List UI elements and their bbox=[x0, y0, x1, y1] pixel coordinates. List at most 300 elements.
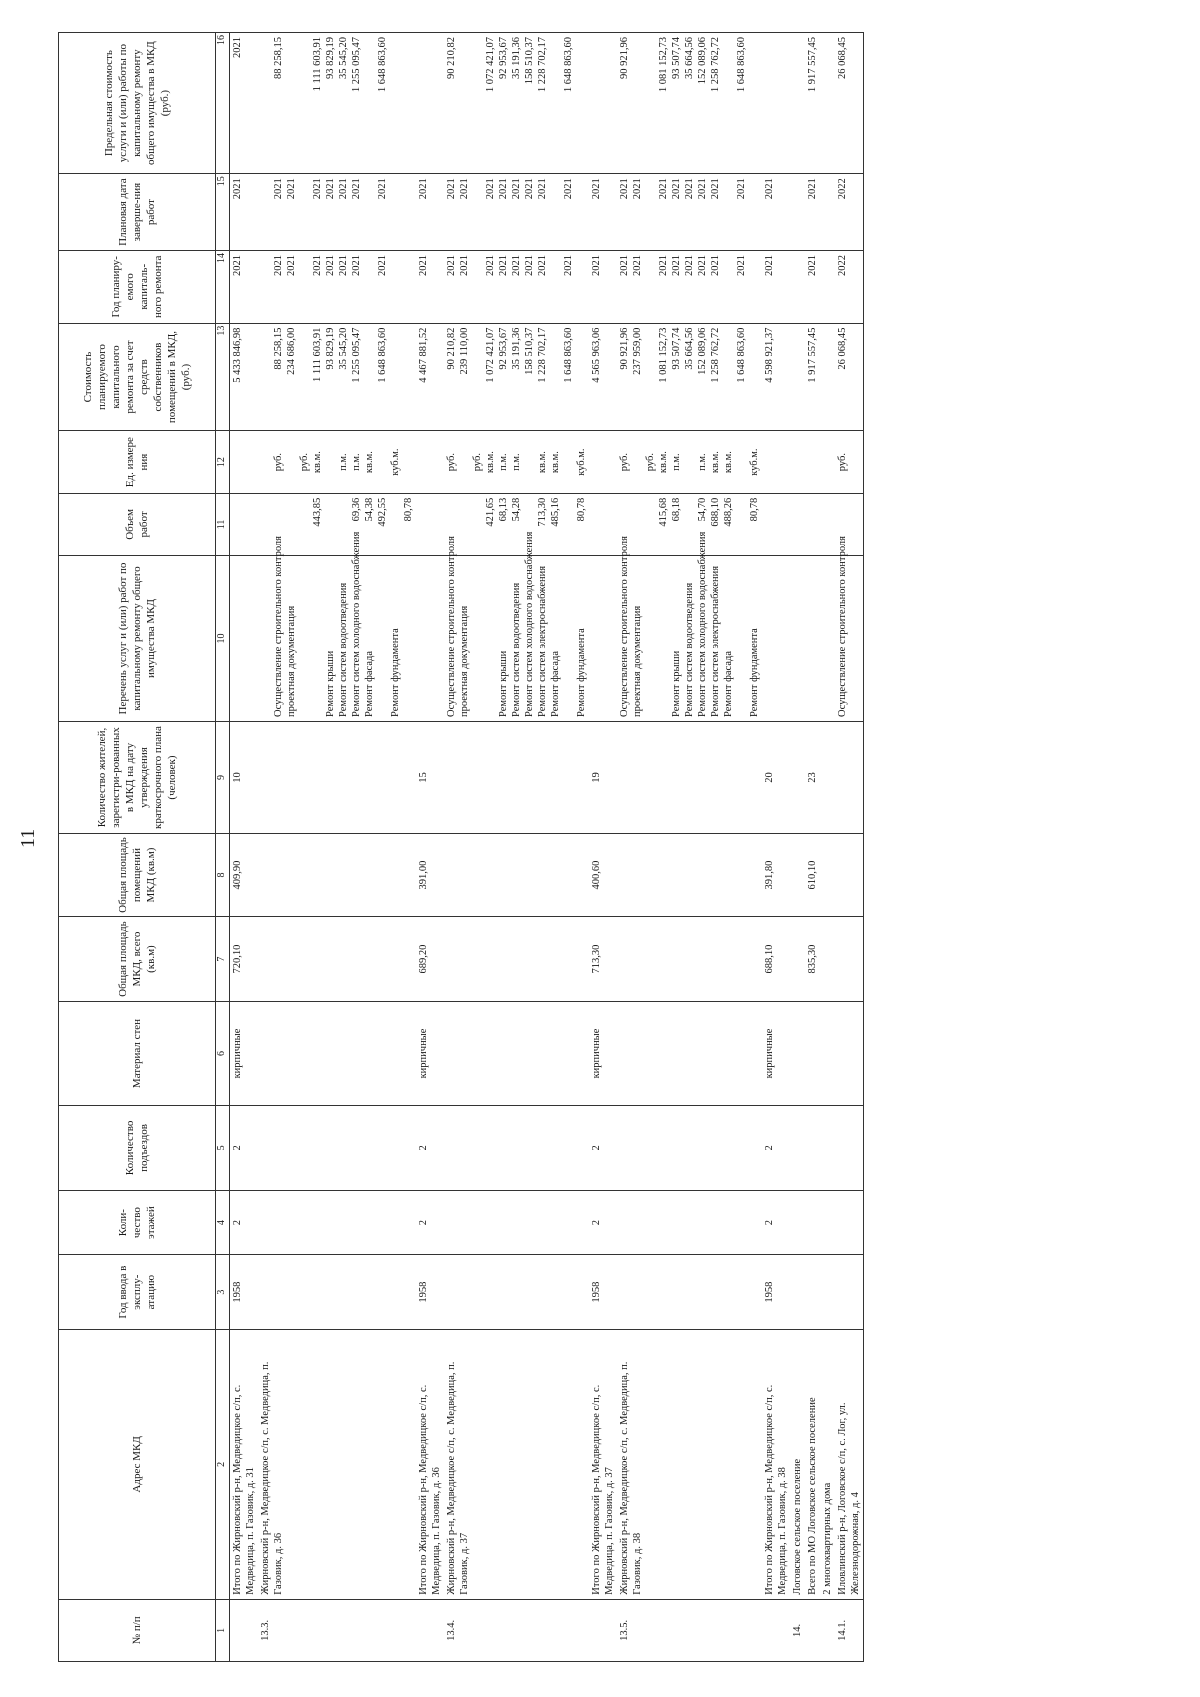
unit-cell bbox=[589, 431, 617, 493]
plan-year-item: 2021 bbox=[511, 254, 522, 276]
floors-cell bbox=[805, 1190, 820, 1254]
unit-item bbox=[523, 436, 536, 489]
header-cell: Материал стен bbox=[59, 1002, 216, 1106]
rooms-area-cell bbox=[258, 834, 416, 917]
end-date-item: 2021 bbox=[511, 178, 522, 200]
limit-cost-item bbox=[644, 37, 657, 169]
end-date-item: 2021 bbox=[325, 178, 336, 200]
limit-cost-item: 1 255 095,47 bbox=[351, 37, 362, 93]
volume-item bbox=[683, 498, 696, 551]
volume-cell bbox=[416, 493, 444, 555]
total-area-cell bbox=[444, 917, 589, 1002]
unit-item bbox=[735, 436, 748, 489]
end-date-item: 2021 bbox=[524, 178, 535, 200]
limit-cost-item bbox=[298, 37, 311, 169]
wall-material-cell: кирпичные bbox=[416, 1002, 444, 1106]
volume-item: 69,36 bbox=[351, 497, 362, 522]
row-number bbox=[820, 1599, 835, 1661]
unit-cell bbox=[762, 431, 790, 493]
commission-year-cell: 1958 bbox=[230, 1255, 259, 1330]
table-row-total bbox=[230, 33, 259, 1662]
unit-cell bbox=[805, 431, 820, 493]
volume-cell bbox=[617, 493, 762, 555]
cost-cell: 4 598 921,37 bbox=[762, 323, 790, 431]
works-list-cell bbox=[805, 556, 820, 722]
unit-item: п.м. bbox=[697, 453, 708, 471]
volume-item bbox=[324, 498, 337, 551]
end-date-item: 2021 bbox=[459, 178, 470, 200]
unit-cell bbox=[820, 431, 835, 493]
floors-cell bbox=[790, 1190, 805, 1254]
volume-cell bbox=[820, 493, 835, 555]
plan-year-item: 2021 bbox=[377, 254, 388, 276]
cost-cell: 5 433 846,98 bbox=[230, 323, 259, 431]
rooms-area-cell bbox=[444, 834, 589, 917]
residents-cell bbox=[835, 722, 864, 834]
work-item: Ремонт систем холодного водоснабжения bbox=[697, 531, 708, 717]
unit-item: руб. bbox=[446, 453, 457, 472]
volume-item: 80,78 bbox=[576, 497, 587, 522]
end-date-item: 2021 bbox=[658, 178, 669, 200]
end-date-item bbox=[471, 178, 484, 246]
unit-cell bbox=[835, 431, 864, 493]
table-body bbox=[230, 33, 864, 1662]
volume-item: 485,16 bbox=[550, 497, 561, 527]
plan-year-item: 2021 bbox=[338, 254, 349, 276]
row-number: 14. bbox=[790, 1599, 805, 1661]
end-date-item: 2021 bbox=[632, 178, 643, 200]
work-item bbox=[311, 560, 324, 717]
column-number: 14 bbox=[216, 250, 230, 323]
header-cell: Стоимость планируемого капитального ремонта за счет средств собственников помещений в МКД, (руб.) bbox=[59, 323, 216, 431]
entrances-cell bbox=[258, 1105, 416, 1190]
cost-item: 234 686,00 bbox=[286, 327, 297, 375]
unit-item: п.м. bbox=[498, 453, 509, 471]
limit-cost-cell bbox=[835, 33, 864, 174]
plan-year-item: 2021 bbox=[619, 254, 630, 276]
table-row-building bbox=[835, 33, 864, 1662]
unit-item: куб.м. bbox=[390, 448, 401, 476]
limit-cost-item: 90 210,82 bbox=[446, 37, 457, 79]
work-item: Ремонт систем водоотведения bbox=[511, 582, 522, 717]
commission-year-cell: 1958 bbox=[416, 1255, 444, 1330]
wall-material-cell bbox=[444, 1002, 589, 1106]
unit-item: кв.м. bbox=[537, 451, 548, 474]
end-date-cell: 2021 bbox=[589, 174, 617, 251]
capital-repair-plan-sheet bbox=[58, 32, 1188, 1662]
unit-item: кв.м. bbox=[550, 451, 561, 474]
header-cell: Ед. измере ния bbox=[59, 431, 216, 493]
work-item: Ремонт систем водоотведения bbox=[684, 582, 695, 717]
unit-item bbox=[683, 436, 696, 489]
limit-cost-cell bbox=[762, 33, 790, 174]
volume-cell bbox=[805, 493, 820, 555]
unit-item: руб. bbox=[273, 453, 284, 472]
unit-item: руб. bbox=[645, 453, 656, 472]
plan-year-cell: 2021 bbox=[589, 250, 617, 323]
limit-cost-item: 92 953,67 bbox=[498, 37, 509, 79]
plan-year-item: 2021 bbox=[312, 254, 323, 276]
entrances-cell bbox=[790, 1105, 805, 1190]
plan-year-item: 2021 bbox=[325, 254, 336, 276]
end-date-item: 2021 bbox=[671, 178, 682, 200]
column-number: 4 bbox=[216, 1190, 230, 1254]
table-row-total bbox=[416, 33, 444, 1662]
work-item: Ремонт фасада bbox=[550, 650, 561, 717]
limit-cost-item bbox=[285, 37, 298, 169]
end-date-item: 2021 bbox=[351, 178, 362, 200]
page-number: 11 bbox=[17, 828, 39, 848]
residents-cell bbox=[444, 722, 589, 834]
work-item: Ремонт крыши bbox=[325, 650, 336, 717]
address-cell: 2 многоквартирных дома bbox=[820, 1329, 835, 1599]
volume-item: 443,85 bbox=[312, 497, 323, 527]
limit-cost-item bbox=[549, 37, 562, 169]
work-item: Ремонт систем холодного водоснабжения bbox=[524, 531, 535, 717]
end-date-item: 2021 bbox=[736, 178, 747, 200]
unit-item: п.м. bbox=[511, 453, 522, 471]
end-date-cell bbox=[444, 174, 589, 251]
limit-cost-item bbox=[259, 37, 272, 169]
residents-cell: 20 bbox=[762, 722, 790, 834]
volume-item bbox=[471, 498, 484, 551]
limit-cost-item: 90 921,96 bbox=[619, 37, 630, 79]
cost-item: 237 959,00 bbox=[632, 327, 643, 375]
entrances-cell: 2 bbox=[230, 1105, 259, 1190]
cost-item: 35 545,20 bbox=[338, 327, 349, 370]
cost-item: 92 953,67 bbox=[498, 327, 509, 370]
work-item: проектная документация bbox=[459, 605, 470, 717]
cost-item: 1 081 152,73 bbox=[658, 327, 669, 383]
unit-item: куб.м. bbox=[749, 448, 760, 476]
commission-year-cell bbox=[617, 1255, 762, 1330]
unit-cell bbox=[444, 431, 589, 493]
column-number: 9 bbox=[216, 722, 230, 834]
entrances-cell bbox=[820, 1105, 835, 1190]
cost-item: 26 068,45 bbox=[837, 327, 848, 370]
volume-item: 713,30 bbox=[537, 497, 548, 527]
cost-item: 90 210,82 bbox=[446, 327, 457, 370]
residents-cell: 10 bbox=[230, 722, 259, 834]
cost-cell: 1 917 557,45 bbox=[805, 323, 820, 431]
volume-item bbox=[389, 498, 402, 551]
volume-item: 80,78 bbox=[749, 497, 760, 522]
unit-item: п.м. bbox=[671, 453, 682, 471]
volume-item: 488,26 bbox=[723, 497, 734, 527]
row-number bbox=[230, 1599, 259, 1661]
end-date-cell: 2021 bbox=[762, 174, 790, 251]
rooms-area-cell bbox=[835, 834, 864, 917]
limit-cost-cell bbox=[589, 33, 617, 174]
end-date-item: 2021 bbox=[684, 178, 695, 200]
column-number: 11 bbox=[216, 493, 230, 555]
commission-year-cell bbox=[835, 1255, 864, 1330]
limit-cost-item bbox=[631, 37, 644, 169]
commission-year-cell bbox=[805, 1255, 820, 1330]
work-item: Ремонт фундамента bbox=[576, 628, 587, 717]
commission-year-cell bbox=[790, 1255, 805, 1330]
cost-item: 35 191,36 bbox=[511, 327, 522, 370]
total-area-cell bbox=[790, 917, 805, 1002]
limit-cost-item: 35 545,20 bbox=[338, 37, 349, 79]
unit-item bbox=[458, 436, 471, 489]
end-date-item: 2021 bbox=[377, 178, 388, 200]
cost-item: 1 648 863,60 bbox=[563, 327, 574, 383]
header-cell: Коли-чество этажей bbox=[59, 1190, 216, 1254]
cost-item bbox=[259, 328, 272, 427]
address-cell: Иловлинский р-н, Логовское с/п, с. Лог, ул. Железнодорожная, д. 4 bbox=[835, 1329, 864, 1599]
end-date-cell bbox=[617, 174, 762, 251]
end-date-item: 2021 bbox=[286, 178, 297, 200]
limit-cost-cell bbox=[617, 33, 762, 174]
work-item: Ремонт систем водоотведения bbox=[338, 582, 349, 717]
rooms-area-cell: 400,60 bbox=[589, 834, 617, 917]
limit-cost-item: 88 258,15 bbox=[273, 37, 284, 79]
repair-plan-table bbox=[58, 32, 864, 1662]
unit-item: кв.м. bbox=[723, 451, 734, 474]
work-item: Ремонт фундамента bbox=[749, 628, 760, 717]
limit-cost-item: 93 507,74 bbox=[671, 37, 682, 79]
plan-year-item: 2021 bbox=[671, 254, 682, 276]
row-number: 14.1. bbox=[835, 1599, 864, 1661]
cost-cell bbox=[444, 323, 589, 431]
end-date-cell: 2021 bbox=[805, 174, 820, 251]
plan-year-cell bbox=[790, 250, 805, 323]
plan-year-item bbox=[644, 255, 657, 319]
column-number: 12 bbox=[216, 431, 230, 493]
cost-cell bbox=[617, 323, 762, 431]
unit-item bbox=[631, 436, 644, 489]
end-date-item: 2021 bbox=[273, 178, 284, 200]
plan-year-item bbox=[298, 255, 311, 319]
end-date-item: 2021 bbox=[338, 178, 349, 200]
residents-cell bbox=[258, 722, 416, 834]
header-cell: Предельная стоимость услуги и (или) работы по капитальному ремонту общего имущества в МКД (руб.) bbox=[59, 33, 216, 174]
unit-item: руб. bbox=[837, 453, 848, 472]
column-number: 6 bbox=[216, 1002, 230, 1106]
volume-item bbox=[337, 498, 350, 551]
table-row-building bbox=[790, 33, 805, 1662]
volume-item: 68,18 bbox=[671, 497, 682, 522]
unit-item bbox=[324, 436, 337, 489]
end-date-cell bbox=[258, 174, 416, 251]
residents-cell: 23 bbox=[805, 722, 820, 834]
limit-cost-item: 152 089,06 bbox=[697, 37, 708, 85]
volume-item: 688,10 bbox=[710, 497, 721, 527]
works-list-cell bbox=[444, 531, 589, 722]
volume-item bbox=[458, 498, 471, 551]
plan-year-item bbox=[471, 255, 484, 319]
limit-cost-item: 158 510,37 bbox=[524, 37, 535, 85]
unit-item bbox=[259, 436, 272, 489]
plan-year-cell bbox=[258, 250, 416, 323]
plan-year-item: 2021 bbox=[632, 254, 643, 276]
end-date-item bbox=[298, 178, 311, 246]
work-item: Ремонт фундамента bbox=[390, 628, 401, 717]
cost-item bbox=[722, 328, 735, 427]
address-cell: Всего по МО Логовское сельское поселение bbox=[805, 1329, 820, 1599]
limit-cost-item: 1 111 603,91 bbox=[312, 37, 323, 92]
limit-cost-item: 1 648 863,60 bbox=[736, 37, 747, 93]
entrances-cell: 2 bbox=[416, 1105, 444, 1190]
floors-cell: 2 bbox=[762, 1190, 790, 1254]
limit-cost-item: 93 829,19 bbox=[325, 37, 336, 79]
works-list-cell bbox=[835, 535, 864, 722]
cost-item: 1 255 095,47 bbox=[351, 327, 362, 383]
plan-year-item: 2022 bbox=[837, 254, 848, 276]
plan-year-item: 2021 bbox=[459, 254, 470, 276]
volume-item: 415,68 bbox=[658, 497, 669, 527]
header-cell: Год планиру-емого капиталь-ного ремонта bbox=[59, 250, 216, 323]
end-date-item: 2021 bbox=[485, 178, 496, 200]
column-number: 5 bbox=[216, 1105, 230, 1190]
cost-item: 158 510,37 bbox=[524, 327, 535, 375]
address-cell: Итого по Жирновский р-н, Медведицкое с/п, с. Медведица, п. Газовик, д. 36 bbox=[416, 1329, 444, 1599]
header-cell: Адрес МКД bbox=[59, 1329, 216, 1599]
address-cell: Жирновский р-н, Медведицкое с/п, с. Медведица, п. Газовик, д. 37 bbox=[444, 1329, 589, 1599]
commission-year-cell: 1958 bbox=[589, 1255, 617, 1330]
volume-cell bbox=[444, 493, 589, 555]
plan-year-item: 2021 bbox=[485, 254, 496, 276]
plan-year-item: 2021 bbox=[537, 254, 548, 276]
cost-item: 90 921,96 bbox=[619, 327, 630, 370]
unit-cell bbox=[230, 431, 259, 493]
volume-item: 68,13 bbox=[498, 497, 509, 522]
cost-item: 1 648 863,60 bbox=[736, 327, 747, 383]
header-cell: Перечень услуг и (или) работ по капитальному ремонту общего имущества МКД bbox=[59, 556, 216, 722]
table-row-total bbox=[820, 33, 835, 1662]
works-list-cell bbox=[820, 556, 835, 722]
column-number: 8 bbox=[216, 834, 230, 917]
entrances-cell: 2 bbox=[762, 1105, 790, 1190]
cost-cell bbox=[258, 323, 416, 431]
cost-item bbox=[298, 328, 311, 427]
unit-item bbox=[376, 436, 389, 489]
total-area-cell bbox=[820, 917, 835, 1002]
end-date-cell: 2021 bbox=[416, 174, 444, 251]
volume-item bbox=[285, 498, 298, 551]
volume-item bbox=[735, 498, 748, 551]
limit-cost-item: 1 258 762,72 bbox=[710, 37, 721, 93]
column-number-row bbox=[216, 33, 230, 1662]
plan-year-item: 2021 bbox=[684, 254, 695, 276]
table-row-total bbox=[762, 33, 790, 1662]
plan-year-item: 2021 bbox=[351, 254, 362, 276]
commission-year-cell: 1958 bbox=[762, 1255, 790, 1330]
limit-cost-cell: 2021 bbox=[230, 33, 259, 174]
unit-item: кв.м. bbox=[364, 451, 375, 474]
works-list-cell bbox=[762, 556, 790, 722]
plan-year-item: 2021 bbox=[273, 254, 284, 276]
cost-item: 1 228 702,17 bbox=[537, 327, 548, 383]
limit-cost-item: 1 648 863,60 bbox=[563, 37, 574, 93]
row-number bbox=[805, 1599, 820, 1661]
volume-item: 54,28 bbox=[511, 497, 522, 522]
row-number bbox=[416, 1599, 444, 1661]
limit-cost-cell bbox=[416, 33, 444, 174]
floors-cell bbox=[444, 1190, 589, 1254]
work-item bbox=[657, 560, 670, 717]
work-item bbox=[562, 560, 575, 717]
end-date-item: 2021 bbox=[563, 178, 574, 200]
plan-year-item bbox=[722, 255, 735, 319]
end-date-item bbox=[363, 178, 376, 246]
entrances-cell: 2 bbox=[589, 1105, 617, 1190]
end-date-cell: 2021 bbox=[230, 174, 259, 251]
column-number: 3 bbox=[216, 1255, 230, 1330]
end-date-item bbox=[549, 178, 562, 246]
column-number: 16 bbox=[216, 33, 230, 174]
volume-item: 54,38 bbox=[364, 497, 375, 522]
end-date-item bbox=[722, 178, 735, 246]
work-item: Ремонт систем электроснабжения bbox=[710, 565, 721, 717]
work-item bbox=[471, 560, 484, 717]
entrances-cell bbox=[617, 1105, 762, 1190]
volume-cell bbox=[790, 493, 805, 555]
plan-year-item: 2021 bbox=[563, 254, 574, 276]
plan-year-item: 2021 bbox=[697, 254, 708, 276]
limit-cost-item: 1 072 421,07 bbox=[485, 37, 496, 93]
volume-item bbox=[562, 498, 575, 551]
residents-cell bbox=[617, 722, 762, 834]
work-item: Ремонт систем холодного водоснабжения bbox=[351, 531, 362, 717]
residents-cell: 19 bbox=[589, 722, 617, 834]
address-cell: Итого по Жирновский р-н, Медведицкое с/п, с. Медведица, п. Газовик, д. 31 bbox=[230, 1329, 259, 1599]
address-cell: Жирновский р-н, Медведицкое с/п, с. Медведица, п. Газовик, д. 38 bbox=[617, 1329, 762, 1599]
commission-year-cell bbox=[258, 1255, 416, 1330]
cost-cell: 4 467 881,52 bbox=[416, 323, 444, 431]
rooms-area-cell: 391,80 bbox=[762, 834, 790, 917]
header-cell: Количество жителей, зарегистри-рованных в МКД на дату утверждения краткосрочного плана (человек) bbox=[59, 722, 216, 834]
column-number: 1 bbox=[216, 1599, 230, 1661]
limit-cost-item: 26 068,45 bbox=[837, 37, 848, 79]
total-area-cell bbox=[617, 917, 762, 1002]
limit-cost-item bbox=[363, 37, 376, 169]
limit-cost-item: 1 648 863,60 bbox=[377, 37, 388, 93]
wall-material-cell bbox=[820, 1002, 835, 1106]
unit-item: п.м. bbox=[351, 453, 362, 471]
end-date-item: 2021 bbox=[537, 178, 548, 200]
wall-material-cell: кирпичные bbox=[589, 1002, 617, 1106]
unit-cell bbox=[416, 431, 444, 493]
cost-item: 152 089,06 bbox=[697, 327, 708, 375]
limit-cost-item: 35 191,36 bbox=[511, 37, 522, 79]
header-cell: Год ввода в эксплу-атацию bbox=[59, 1255, 216, 1330]
work-item: Ремонт фасада bbox=[364, 650, 375, 717]
limit-cost-item: 1 228 702,17 bbox=[537, 37, 548, 93]
wall-material-cell bbox=[790, 1002, 805, 1106]
floors-cell bbox=[617, 1190, 762, 1254]
entrances-cell bbox=[444, 1105, 589, 1190]
commission-year-cell bbox=[444, 1255, 589, 1330]
limit-cost-cell bbox=[790, 33, 805, 174]
end-date-cell bbox=[790, 174, 805, 251]
plan-year-cell bbox=[617, 250, 762, 323]
end-date-item bbox=[259, 178, 272, 246]
table-row-building bbox=[258, 33, 416, 1662]
total-area-cell: 835,30 bbox=[805, 917, 820, 1002]
limit-cost-cell bbox=[444, 33, 589, 174]
table-row-total bbox=[589, 33, 617, 1662]
unit-item: кв.м. bbox=[485, 451, 496, 474]
end-date-item: 2022 bbox=[837, 178, 848, 200]
volume-cell bbox=[762, 493, 790, 555]
rooms-area-cell: 391,00 bbox=[416, 834, 444, 917]
cost-item: 1 258 762,72 bbox=[710, 327, 721, 383]
work-item: Ремонт крыши bbox=[671, 650, 682, 717]
row-number: 13.5. bbox=[617, 1599, 762, 1661]
work-item bbox=[376, 560, 389, 717]
